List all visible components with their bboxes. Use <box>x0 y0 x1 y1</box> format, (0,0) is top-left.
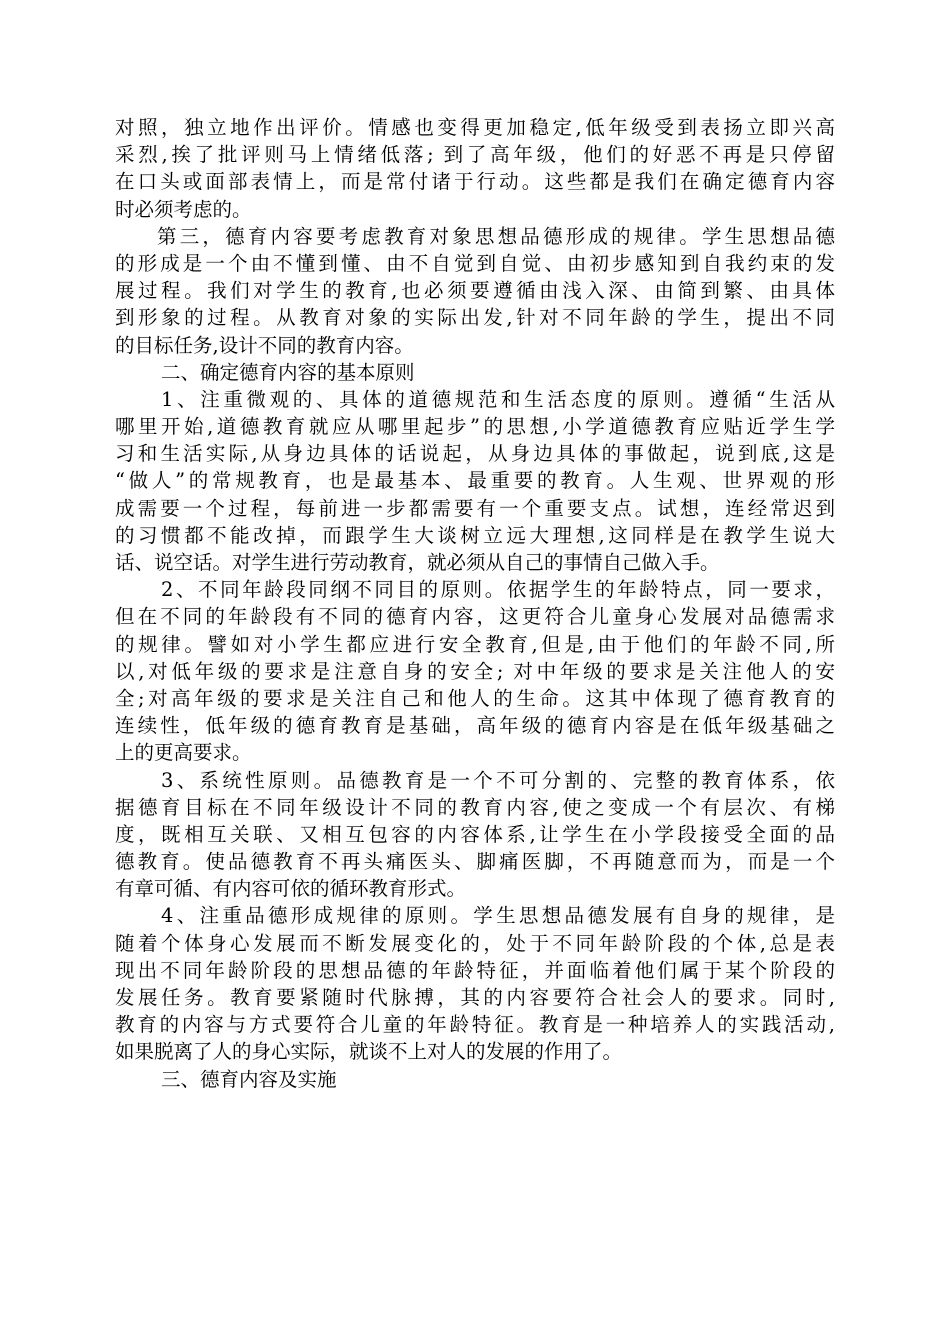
text-line: 的形成是一个由不懂到懂、由不自觉到自觉、由初步感知到自我约束的发 <box>115 251 835 275</box>
text-line: 到形象的过程。从教育对象的实际出发,针对不同年龄的学生，提出不同 <box>115 306 835 330</box>
paragraph-start-line: 1、注重微观的、具体的道德规范和生活态度的原则。遵循“生活从 <box>161 387 835 411</box>
paragraph-start-line: 3、系统性原则。品德教育是一个不可分割的、完整的教育体系，依 <box>161 768 835 792</box>
document-body <box>115 114 835 1093</box>
text-line: 随着个体身心发展而不断发展变化的，处于不同年龄阶段的个体,总是表 <box>115 931 835 955</box>
text-line: 据德育目标在不同年级设计不同的教育内容,使之变成一个有层次、有梯 <box>115 795 835 819</box>
section-heading: 二、确定德育内容的基本原则 <box>161 360 415 384</box>
section-heading: 三、德育内容及实施 <box>161 1067 337 1091</box>
text-line: 在口头或面部表情上，而是常付诸于行动。这些都是我们在确定德育内容 <box>115 170 835 194</box>
text-line: 如果脱离了人的身心实际，就谈不上对人的发展的作用了。 <box>115 1040 623 1064</box>
paragraph-start-line: 2、不同年龄段同纲不同目的原则。依据学生的年龄特点，同一要求， <box>161 578 835 602</box>
text-line: 但在不同的年龄段有不同的德育内容，这更符合儿童身心发展对品德需求 <box>115 605 835 629</box>
text-line: 习和生活实际,从身边具体的话说起，从身边具体的事做起，说到底,这是 <box>115 442 835 466</box>
text-line: 话、说空话。对学生进行劳动教育，就必须从自己的事情自己做入手。 <box>115 551 720 574</box>
text-line: 的目标任务,设计不同的教育内容。 <box>115 333 414 357</box>
text-line: 成需要一个过程，每前进一步都需要有一个重要支点。试想，连经常迟到 <box>115 496 835 520</box>
text-line: 展过程。我们对学生的教育,也必须要遵循由浅入深、由简到繁、由具体 <box>115 279 835 303</box>
text-line: 以,对低年级的要求是注意自身的安全; 对中年级的要求是关注他人的安 <box>115 659 835 683</box>
paragraph-start-line: 4、注重品德形成规律的原则。学生思想品德发展有自身的规律，是 <box>161 904 835 928</box>
text-line: 对照，独立地作出评价。情感也变得更加稳定,低年级受到表扬立即兴高 <box>115 116 835 139</box>
text-line: 发展任务。教育要紧随时代脉搏，其的内容要符合社会人的要求。同时, <box>115 986 835 1009</box>
text-line: 有章可循、有内容可依的循环教育形式。 <box>115 877 467 901</box>
text-line: 连续性，低年级的德育教育是基础，高年级的德育内容是在低年级基础之 <box>115 714 835 738</box>
text-line: 的规律。譬如对小学生都应进行安全教育,但是,由于他们的年龄不同,所 <box>115 632 835 656</box>
text-line: 上的更高要求。 <box>115 741 252 765</box>
text-line: 德教育。使品德教育不再头痛医头、脚痛医脚，不再随意而为，而是一个 <box>115 850 835 874</box>
text-line: 全;对高年级的要求是关注自己和他人的生命。这其中体现了德育教育的 <box>115 686 835 710</box>
text-line: “做人”的常规教育，也是最基本、最重要的教育。人生观、世界观的形 <box>115 469 835 493</box>
text-line: 采烈,挨了批评则马上情绪低落; 到了高年级，他们的好恶不再是只停留 <box>115 143 835 167</box>
text-line: 现出不同年龄阶段的思想品德的年龄特征，并面临着他们属于某个阶段的 <box>115 958 835 982</box>
text-line: 时必须考虑的。 <box>115 197 252 221</box>
text-line: 哪里开始,道德教育就应从哪里起步”的思想,小学道德教育应贴近学生学 <box>115 415 835 439</box>
paragraph-start-line: 第三，德育内容要考虑教育对象思想品德形成的规律。学生思想品德 <box>157 224 835 248</box>
text-line: 教育的内容与方式要符合儿童的年龄特征。教育是一种培养人的实践活动, <box>115 1013 835 1037</box>
text-line: 度，既相互关联、又相互包容的内容体系,让学生在小学段接受全面的品 <box>115 822 835 846</box>
text-line: 的习惯都不能改掉，而跟学生大谈树立远大理想,这同样是在教学生说大 <box>115 523 835 547</box>
